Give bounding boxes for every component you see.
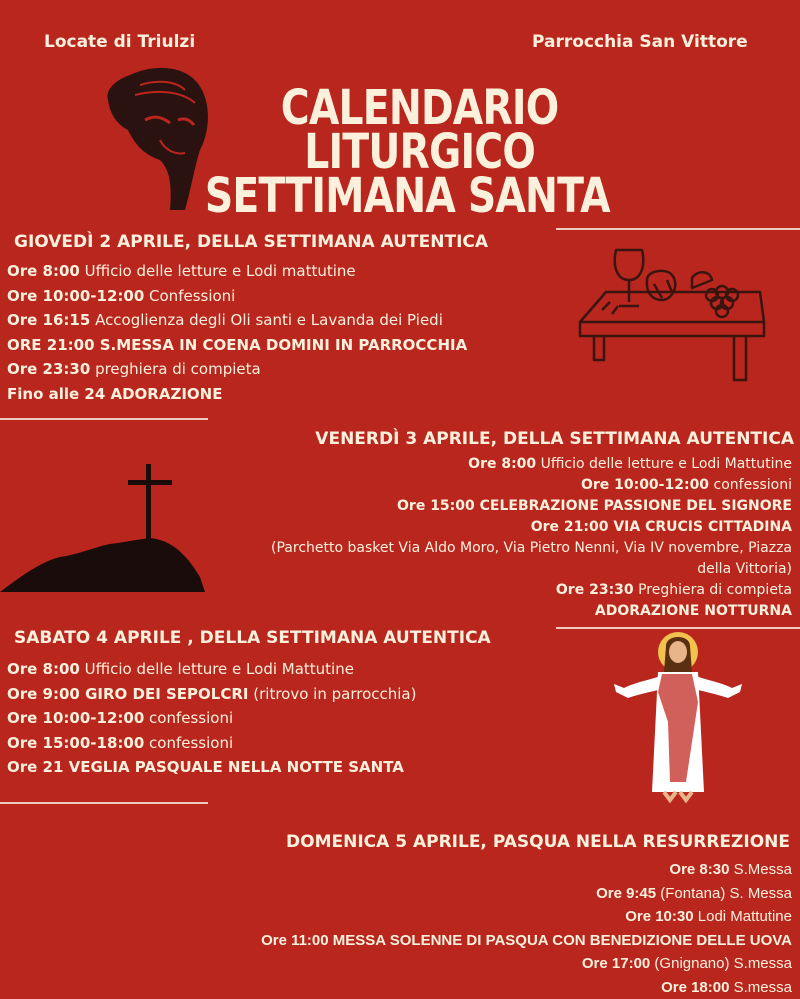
title-line-1: CALENDARIO LITURGICO xyxy=(190,86,649,174)
schedule-line: Ore 15:00 CELEBRAZIONE PASSIONE DEL SIGNORE xyxy=(271,496,792,517)
divider xyxy=(556,627,800,629)
schedule-line: Ore 8:00 Ufficio delle letture e Lodi mattutine xyxy=(7,259,467,284)
schedule-line: Ore 18:00 S.messa xyxy=(261,976,792,999)
saturday-schedule xyxy=(7,657,416,780)
sunday-title: DOMENICA 5 APRILE, PASQUA NELLA RESURREZIONE xyxy=(286,832,790,852)
schedule-line: ADORAZIONE NOTTURNA xyxy=(271,601,792,622)
thursday-schedule xyxy=(7,259,467,406)
schedule-line: Ore 8:00 Ufficio delle letture e Lodi Mattutine xyxy=(271,454,792,475)
schedule-line: Ore 11:00 MESSA SOLENNE DI PASQUA CON BENEDIZIONE DELLE UOVA xyxy=(261,929,792,953)
schedule-line: della Vittoria) xyxy=(271,559,792,580)
schedule-line: ORE 21:00 S.MESSA IN COENA DOMINI IN PARROCCHIA xyxy=(7,333,467,358)
main-title xyxy=(190,86,649,218)
schedule-line: Ore 23:30 preghiera di compieta xyxy=(7,357,467,382)
schedule-line: Fino alle 24 ADORAZIONE xyxy=(7,382,467,407)
divider xyxy=(0,418,208,420)
thursday-title: GIOVEDÌ 2 APRILE, DELLA SETTIMANA AUTENTICA xyxy=(14,232,488,252)
divider xyxy=(0,802,208,804)
risen-christ-icon xyxy=(606,632,750,802)
schedule-line: Ore 10:00-12:00 Confessioni xyxy=(7,284,467,309)
schedule-line: (Parchetto basket Via Aldo Moro, Via Pietro Nenni, Via IV novembre, Piazza xyxy=(271,538,792,559)
divider xyxy=(556,228,800,230)
last-supper-table-icon xyxy=(572,240,772,385)
schedule-line: Ore 21 VEGLIA PASQUALE NELLA NOTTE SANTA xyxy=(7,755,416,780)
schedule-line: Ore 10:00-12:00 confessioni xyxy=(271,475,792,496)
schedule-line: Ore 16:15 Accoglienza degli Oli santi e Lavanda dei Piedi xyxy=(7,308,467,333)
schedule-line: Ore 23:30 Preghiera di compieta xyxy=(271,580,792,601)
town-name: Locate di Triulzi xyxy=(44,32,195,52)
schedule-line: Ore 15:00-18:00 confessioni xyxy=(7,731,416,756)
schedule-line: Ore 8:00 Ufficio delle letture e Lodi Mattutine xyxy=(7,657,416,682)
title-line-2: SETTIMANA SANTA xyxy=(190,174,649,218)
schedule-line: Ore 10:00-12:00 confessioni xyxy=(7,706,416,731)
schedule-line: Ore 9:45 (Fontana) S. Messa xyxy=(261,882,792,906)
friday-schedule xyxy=(271,454,792,622)
schedule-line: Ore 9:00 GIRO DEI SEPOLCRI (ritrovo in parrocchia) xyxy=(7,682,416,707)
saturday-title: SABATO 4 APRILE , DELLA SETTIMANA AUTENTICA xyxy=(14,628,491,648)
sunday-schedule xyxy=(261,858,792,999)
schedule-line: Ore 21:00 VIA CRUCIS CITTADINA xyxy=(271,517,792,538)
schedule-line: Ore 17:00 (Gnignano) S.messa xyxy=(261,952,792,976)
cross-hill-icon xyxy=(0,462,210,594)
friday-title: VENERDÌ 3 APRILE, DELLA SETTIMANA AUTENTICA xyxy=(315,429,794,449)
schedule-line: Ore 10:30 Lodi Mattutine xyxy=(261,905,792,929)
parish-name: Parrocchia San Vittore xyxy=(532,32,748,52)
schedule-line: Ore 8:30 S.Messa xyxy=(261,858,792,882)
